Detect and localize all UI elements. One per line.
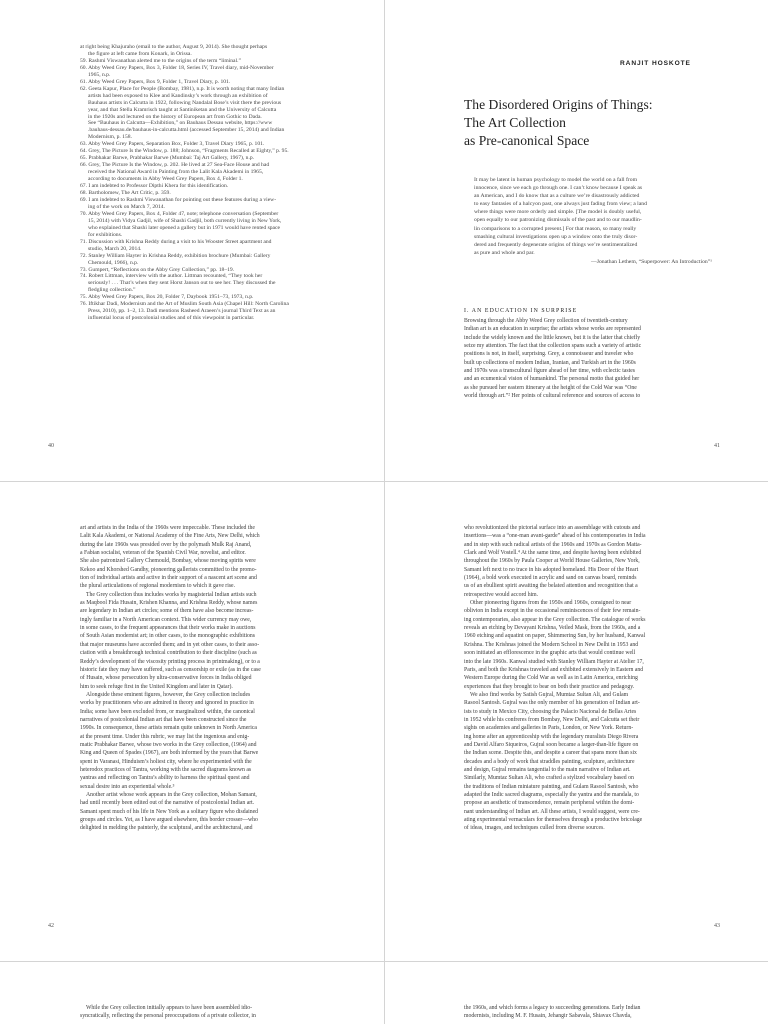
page-number-42: 42 [48,923,54,929]
body-line: Indian art is an education in surprise; the artists whose works are represented [464,326,641,333]
endnote-line: the figure at left came from Konark, in Orissa. [88,50,192,57]
body-line: positions is not, in itself, surprising. Grey, a connoisseur and traveler who [464,351,634,358]
body-line: who revolutionized the pictorial surface into an assemblage with cutouts and [464,525,641,531]
body-line: into the late 1960s. Kanwal studied with Stanley William Hayter at Atelier 17, [464,658,644,665]
body-line: ating experimental vernaculars for themselves through a productive bricolage [464,817,643,824]
body-line: syncratically, reflecting the personal preoccupations of a private collector, in [80,1013,256,1020]
body-line: include the widely known and the little known, but it is the latter that chiefly [464,334,641,341]
body-line: the 1960s, and which forms a legacy to succeeding generations. Early Indian [464,1005,641,1011]
body-line: the traditions of Indian miniature painting, and Gulam Rasool Santosh, who [464,783,639,790]
body-line: built up collections of modern Indian, Iranian, and Turkish art in the 1960s [464,359,636,366]
body-line: reveals an etching by Devayani Krishna, Veiled Mask, from the 1960s, and a [464,625,641,632]
body-line: that major museums have accorded them; and in yet other cases, to their asso- [80,641,260,648]
endnote-line: 59. Rashmi Viswanathan alerted me to the origins of the term “liminal.” [80,57,241,64]
endnote-line: 72. Stanley William Hayter in Krishna Reddy, exhibition brochure (Mumbai: Gallery [80,252,271,259]
chapter-title [464,96,653,150]
author-name: RANJIT HOSKOTE [620,60,691,67]
endnote-line: artists had been exposed to Klee and Kandinsky’s work through an exhibition of [88,92,268,99]
endnote-line: 69. I am indebted to Rashmi Viswanathan for pointing out these features during a view- [80,196,277,203]
body-line: art and artists in the India of the 1960s were impeccable. These included the [80,525,255,531]
epigraph-line: an American, and I do know that as a culture we’re disastrously addicted [474,193,640,200]
endnote-line: Modernism, p. 158. [88,134,132,141]
page-45-body [464,1004,702,1021]
page-44-body [80,1004,318,1021]
body-line: Samant spent much of his life in New York as a solitary figure who disdained [80,808,259,815]
endnote-line: 75. Abby Weed Grey Papers, Box 20, Folder 7, Daybook 1951–73, 1973, n.p. [80,294,254,301]
body-line: Kekoo and Khorshed Gandhy, pioneering gallerists committed to the promo- [80,566,257,573]
body-line: India; some have been excluded from, or marginalized within, the canonical [80,708,255,715]
chapter-title-line-3: as Pre-canonical Space [464,133,590,148]
body-line: and 1970s was a transcultural figure ahead of her time, with eclectic tastes [464,368,635,375]
body-line: historic fate they may have suffered, such as censorship or exile (as in the case [80,666,261,673]
endnote-line: at right being Khajuraho (email to the author, August 9, 2014). She thought perhaps [80,44,268,50]
body-line: tion of individual artists and active in their support of a nascent art scene and [80,575,257,582]
body-line: ing home after an apprenticeship with the legendary muralists Diego Rivera [464,733,639,740]
epigraph-line: innocence, since we each go through one. I can’t know because I speak as [474,185,643,192]
body-line: Browsing through the Abby Weed Grey collection of twentieth-century [464,318,628,324]
endnote-line: 60. Abby Weed Grey Papers, Box 3, Folder 18, Series IV, Travel diary, mid-November [80,64,274,71]
chapter-title-line-1: The Disordered Origins of Things: [464,97,653,112]
endnote-line: 65. Prabhakar Barwe, Prabhakar Barwe (Mumbai: Taj Art Gallery, 1967), n.p. [80,155,255,162]
page-41-body [464,317,702,400]
body-line: had until recently been edited out of the narrative of postcolonial Indian art. [80,800,255,807]
body-line: propose an aesthetic of transcendence, remain peripheral within the domi- [464,800,635,807]
endnote-line: 1965, n.p. [88,71,111,78]
spread-divider-2 [0,961,768,962]
body-line: Clark and Wolf Vostell.⁴ At the same time, and despite having been exhibited [464,550,642,557]
endnote-line: 63. Abby Weed Grey Papers, Separation Box, Folder 3, Travel Diary 1965, p. 101. [80,141,265,148]
body-line: The Grey collection thus includes works by magisterial Indian artists such [86,591,257,598]
chapter-title-line-2: The Art Collection [464,115,566,130]
endnote-line: 61. Abby Weed Grey Papers, Box 9, Folder 1, Travel Diary, p. 101. [80,78,231,85]
body-line: While the Grey collection initially appears to have been assembled idio- [86,1005,253,1011]
body-line: sexual desire into an experiential whole.³ [80,783,175,790]
epigraph-line: lin comparisons to a corrupted present.] For that reason, so many really [474,225,637,232]
body-line: at the present time. Under this rubric, we may list the ingenious and enig- [80,733,250,740]
body-line: retrospective would accord him. [464,591,539,598]
body-line: the plural articulations of regional modernism to which it gave rise. [80,583,236,590]
body-line: are legendary in Indian art circles; some of them have also become increas- [80,608,254,615]
body-line: yantras and reflecting on Tantra’s ability to harness the spiritual quest and [80,775,250,782]
body-line: Lalit Kala Akademi, or National Academy of the Fine Arts, New Delhi, which [80,533,260,540]
body-line: delighted in melding the painterly, the sculptural, and the architectural, and [80,825,253,832]
body-line: Alongside these eminent figures, however, the Grey collection includes [86,691,251,698]
endnote-line: in the 1920s and lectured on the history of European art from Gothic to Dada. [88,113,262,120]
epigraph-line: smashing cultural investigations open up a window onto the truly disor- [474,233,638,240]
endnote-line: for exhibitions. [88,231,123,238]
page-42-body [80,524,318,833]
body-line: ists to study in Mexico City, choosing the Palacio Nacional de Bellas Artes [464,708,637,715]
body-line: 1960 etching and aquatint on paper, Shimmering Sun, by her husband, Kanwal [464,633,646,640]
body-line: a Fabian socialist, veteran of the Spanish Civil War, novelist, and editor. [80,550,246,557]
body-line: She also patronized Gallery Chemould, Bombay, whose moving spirits were [80,558,256,565]
endnote-line: 76. Iftikhar Dadi, Modernism and the Art of Muslim South Asia (Chapel Hill: North Carolina [80,301,289,308]
body-line: and an ecumenical vision of humankind. The personal motto that guided her [464,376,640,383]
endnotes-list [80,44,312,322]
body-line: modernists, including M. F. Husain, Jehangir Sabavala, Shiavax Chavda, [464,1013,632,1020]
page-43-body [464,524,702,833]
body-line: groups and circles. Yet, as I have argued elsewhere, this border crosser—who [80,817,258,824]
endnote-line: Chemould, 1966), n.p. [88,259,139,266]
body-line: and David Alfaro Siqueiros, Gujral soon became a larger-than-life figure on [464,741,639,748]
body-line: oblivion in India except in the occasional reminiscences of their few remain- [464,608,641,615]
endnote-line: 64. Grey, The Picture Is the Window, p. 188; Johnson, “Fragments Recalled at Eighty,” p. 95. [80,148,289,155]
endnote-line: 62. Geeta Kapur, Place for People (Bombay, 1981), n.p. It is worth noting that many Indian [80,85,285,92]
body-line: Reddy’s development of the viscosity printing process in printmaking), or to a [80,658,260,665]
endnote-line: 68. Bartholomew, The Art Critic, p. 359. [80,190,171,197]
body-line: sights on academies and galleries in Paris, London, or New York. Return- [464,725,634,732]
body-line: Rasool Santosh. Gujral was the only member of his generation of Indian art- [464,700,640,707]
body-line: nant understanding of Indian art. All these artists, I would suggest, were cre- [464,808,640,815]
endnote-line: 71. Discussion with Krishna Reddy during a visit to his Wooster Street apartment and [80,238,272,245]
endnote-line: 15, 2014) with Vidya Gadjil, wife of Shashi Gadjil, both currently living in New York, [88,217,282,224]
endnote-line: 73. Gumpert, “Reflections on the Abby Grey Collection,” pp. 18–19. [80,266,235,273]
body-line: and design, Gujral remains tangential to the main narrative of Indian art. [464,766,631,773]
body-line: Similarly, Mumtaz Sultan Ali, who crafted a stylized vocabulary based on [464,775,634,782]
body-line: We also find works by Satish Gujral, Mumtaz Sultan Ali, and Gulam [470,691,629,698]
body-line: Samant left next to no trace in his adopted homeland. His Door of the Heart [464,566,639,573]
page-number-43: 43 [714,923,720,929]
body-line: narratives of postcolonial Indian art that have been constructed since the [80,716,247,723]
epigraph-line: It may be latent in human psychology to model the world on a fall from [474,177,638,183]
body-line: as she pursued her eastern itinerary at the height of the Cold War was “One [464,384,637,391]
endnote-line: Bauhaus artists in Calcutta in 1922, following Nandalal Bose’s visit there the previous [88,99,282,106]
body-line: decades and a body of work that straddles painting, sculpture, architecture [464,758,635,765]
body-line: matic Prabhakar Barwe, whose two works in the Grey collection, (1964) and [80,741,257,748]
body-line: ciation with a breakthrough technical contribution to their discipline (such as [80,650,257,657]
section-heading: I. AN EDUCATION IN SURPRISE [464,308,578,314]
endnote-line: 74. Robert Littman, interview with the author. Littman recounted, “They took her [80,273,263,280]
epigraph-line: dered and frequently degenerate origins of things we’re sentimentalized [474,241,638,248]
endnote-line: who explained that Shashi later opened a gallery but in 1971 would have rented space [88,224,280,231]
endnote-line: influential locus of postcolonial studies and of this viewpoint in particular. [88,315,255,322]
body-line: seize my attention. The fact that the collection spans such a variety of artistic [464,343,642,350]
body-line: of South Asian modernist art; in other cases, to the monographic exhibitions [80,633,256,640]
body-line: during the late 1960s was presided over by the polymath Mulk Raj Anand, [80,541,252,548]
body-line: as Maqbool Fida Husain, Krishen Khanna, and Krishna Reddy, whose names [80,600,258,607]
body-line: adapted the Indic sacred diagrams, especially the yantra and the mandala, to [464,792,639,798]
endnote-line: .bauhaus-dessau.de/bauhaus-in-calcutta.html (accessed September 15, 2014) and Indian [88,127,285,134]
endnote-line: Press, 2010), pp. 1–2, 13. Dadi mentions Rasheed Araeen’s journal Third Text as an [88,308,276,315]
body-line: 1990s. In consequence, these artists remain quite unknown in North America [80,725,257,732]
body-line: throughout the 1960s by Paula Cooper at World House Galleries, New York, [464,558,640,565]
endnote-line: received the National Award in Painting from the Lalit Kala Akademi in 1965, [88,169,264,176]
epigraph-line: as pure and whole and par. [474,249,535,256]
body-line: the Indian scene. Despite this, and despite a career that spans more than six [464,750,637,757]
epigraph-line: open equally to our patronizing dismissals of the past and to our maudlin- [474,217,642,224]
body-line: Another artist whose work appears in the Grey collection, Mohan Samant, [86,792,257,798]
endnote-line: seriously! . . . That’s when they sent Horst Janson out to see her. They discussed the [88,280,276,287]
endnote-line: studio, March 20, 2014. [88,245,142,252]
body-line: ingly familiar in a North American context. This wider currency may owe, [80,616,252,623]
body-line: of Husain, whose persecution by ultra-conservative forces in India obliged [80,675,252,682]
spread-gutter-divider [384,0,385,1024]
body-line: him to seek refuge first in the United Kingdom and later in Qatar). [80,683,233,690]
body-line: works by practitioners who are admired in theory and ignored in practice in [80,700,254,707]
body-line: insertions—was a “one-man avant-garde” ahead of his contemporaries in India [464,533,646,540]
body-line: experiences that they brought to bear on both their practice and pedagogy. [464,683,635,690]
endnote-line: 66. Grey, The Picture Is the Window, p. 202. He lived at 27 Sea-Face House and had [80,162,270,169]
endnote-line: year, and that Stella Kramrisch taught at Santiniketan and the University of Calcutta [88,106,277,113]
body-line: in some cases, to the frequent appearances that their works make in auctions [80,625,256,632]
body-line: Western Europe during the Cold War as well as in Latin America, enriching [464,675,638,682]
page-number-41: 41 [714,443,720,449]
body-line: soon initiated an efflorescence in the graphic arts that would continue well [464,650,636,657]
epigraph-attribution: —Jonathan Lethem, “Superpower: An Introduction”¹ [591,258,712,265]
body-line: King and Queen of Spades (1967), are both informed by the years that Barwe [80,750,259,757]
spread-divider-1 [0,481,768,482]
body-line: ing contemporaries, also appear in the Grey collection. The catalogue of works [464,616,646,623]
body-line: us of an ebullient spirit awaiting the belated attention and recognition that a [464,583,638,590]
body-line: Other pioneering figures from the 1950s and 1960s, consigned to near [470,600,632,607]
epigraph-line: to easy fantasies of a halcyon past, one always just fading from view; a land [474,201,647,208]
body-line: of ideas, images, and techniques culled from diverse sources. [464,825,605,832]
epigraph [474,176,712,266]
body-line: (1964), a bold work executed in acrylic and sand on canvas board, reminds [464,575,637,582]
body-line: world through art.”² Her points of cultural reference and sources of access to [464,393,641,400]
body-line: heterodox practices of Tantra, working with the sacred diagrams known as [80,766,252,773]
endnote-line: 67. I am indebted to Professor Dipthi Khera for this identification. [80,183,229,190]
endnote-line: ing of the work on March 7, 2014. [88,203,165,210]
body-line: Krishna. The Krishnas joined the Modern School in New Delhi in 1953 and [464,641,639,648]
endnote-line: fledgling collection.” [88,287,136,294]
page-number-40: 40 [48,443,54,449]
endnote-line: 70. Abby Weed Grey Papers, Box 4, Folder 47, note; telephone conversation (September [80,210,279,217]
body-line: Paris, and both the Krishnas traveled and exhibited extensively in Eastern and [464,666,644,673]
body-line: spent in Varanasi, Hinduism’s holiest city, where he experimented with the [80,758,252,765]
body-line: and in step with such radical artists of the 1960s and 1970s as Gordon Matta- [464,541,642,548]
epigraph-line: where things were more orderly and simple. [The model is doubly useful, [474,209,642,216]
body-line: in 1952 while his confreres from Bombay, New Delhi, and Calcutta set their [464,716,640,723]
endnote-line: according to documents in Abby Weed Grey Papers, Box 4, Folder 1. [88,176,243,183]
endnote-line: See “Bauhaus in Calcutta—Exhibition,” on Bauhaus Dessau website, https://www [88,120,273,127]
